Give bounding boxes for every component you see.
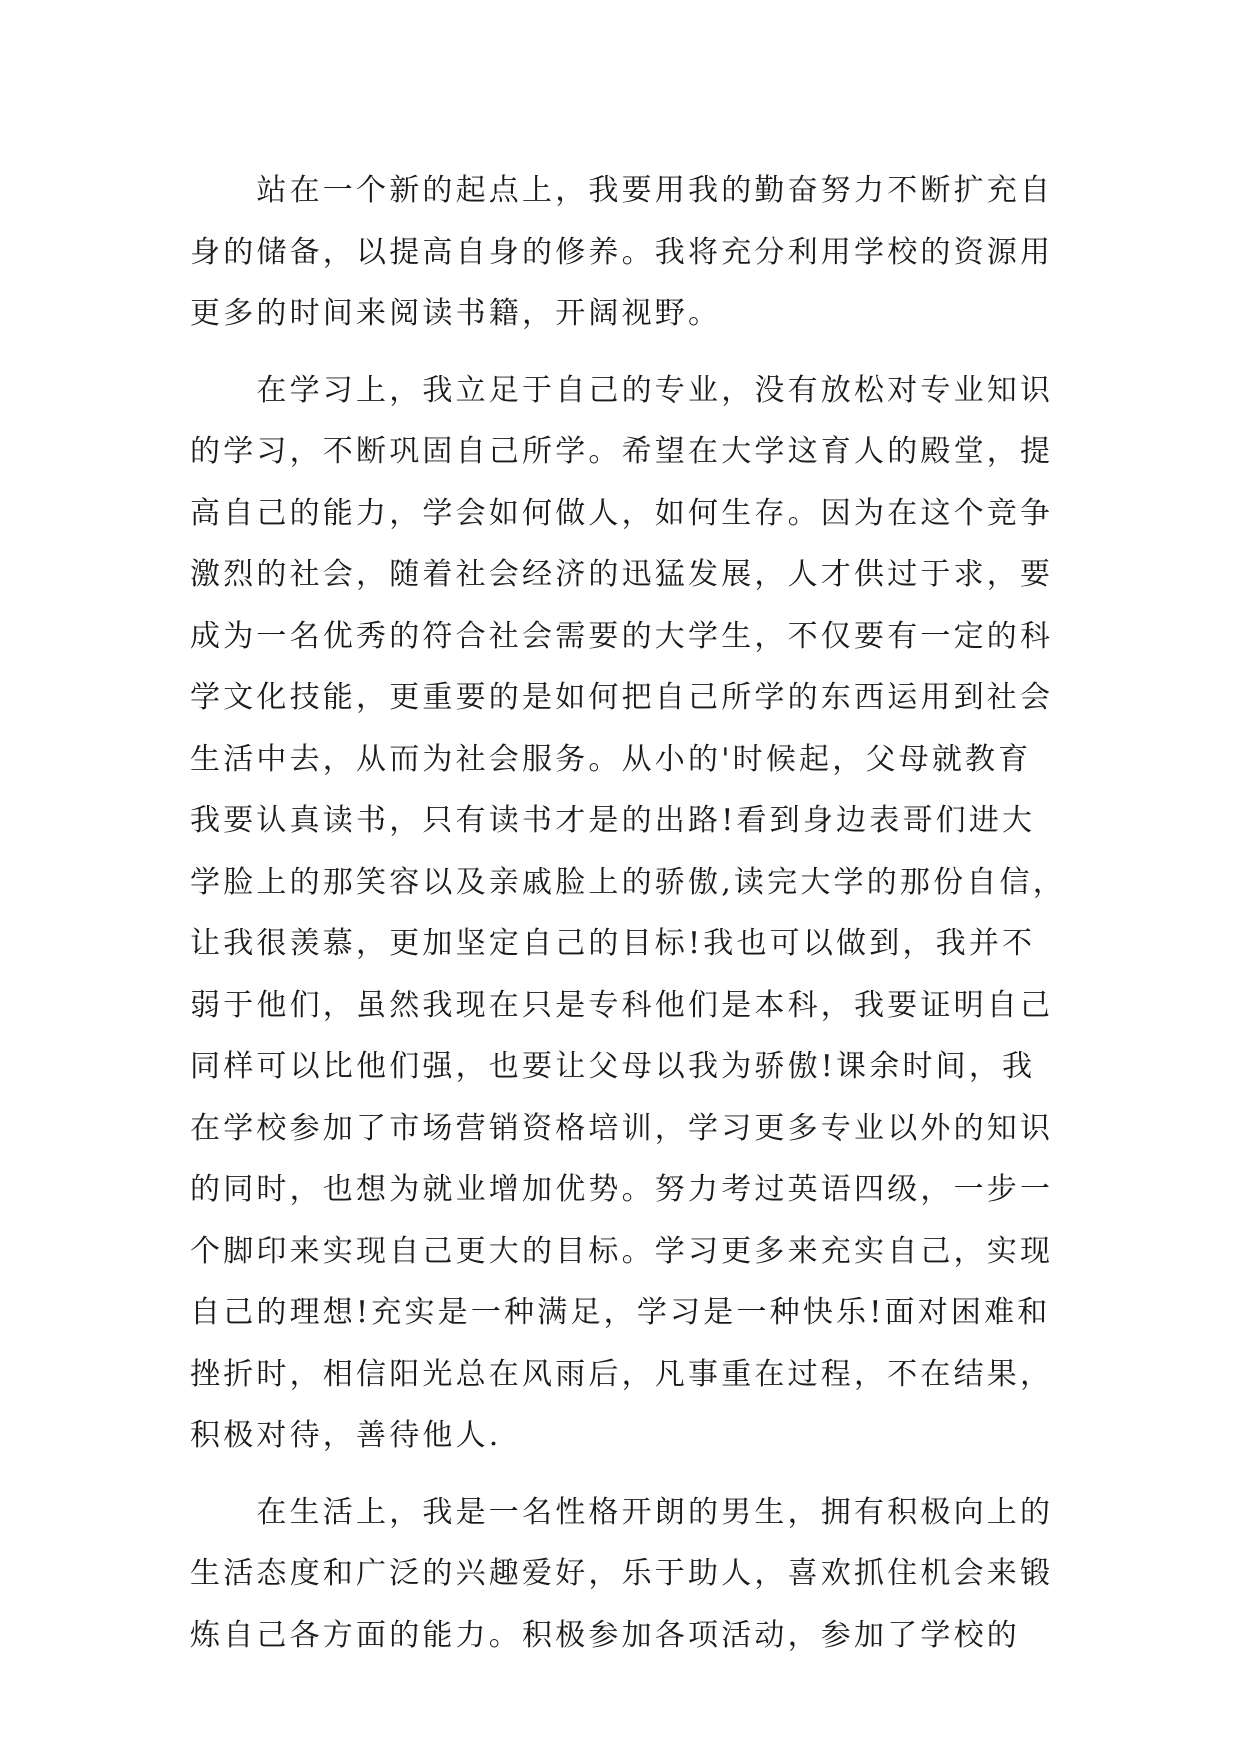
text-line: 让我很羡慕，更加坚定自己的目标!我也可以做到，我并不 [190, 926, 1036, 961]
text-line: 炼自己各方面的能力。积极参加各项活动，参加了学校的 [190, 1617, 1020, 1653]
paragraph-new-starting-point [190, 160, 1054, 345]
text-line: 高自己的能力，学会如何做人，如何生存。因为在这个竞争 [190, 495, 1054, 531]
text-line: 挫折时，相信阳光总在风雨后，凡事重在过程，不在结果， [190, 1356, 1054, 1392]
text-line: 站在一个新的起点上，我要用我的勤奋努力不断扩充自 [190, 173, 1054, 208]
text-line: 激烈的社会，随着社会经济的迅猛发展，人才供过于求，要 [190, 557, 1054, 592]
paragraph-study [190, 360, 1066, 1467]
text-line: 生活中去，从而为社会服务。从小的'时候起，父母就教育 [190, 741, 1032, 777]
text-line: 学脸上的那笑容以及亲戚脸上的骄傲,读完大学的那份自信， [190, 864, 1066, 900]
text-line: 积极对待，善待他人. [190, 1418, 502, 1453]
text-line: 同样可以比他们强，也要让父母以我为骄傲!课余时间，我 [190, 1049, 1036, 1084]
text-line: 的学习，不断巩固自己所学。希望在大学这育人的殿堂，提 [190, 434, 1054, 469]
text-line: 弱于他们，虽然我现在只是专科他们是本科，我要证明自己 [190, 987, 1054, 1023]
body-text [190, 160, 1066, 1666]
text-line: 更多的时间来阅读书籍，开阔视野。 [190, 296, 722, 331]
text-line: 在学习上，我立足于自己的专业，没有放松对专业知识 [190, 372, 1054, 408]
text-line: 的同时，也想为就业增加优势。努力考过英语四级，一步一 [190, 1172, 1054, 1207]
text-line: 在学校参加了市场营销资格培训，学习更多专业以外的知识 [190, 1110, 1054, 1146]
paragraph-life [190, 1482, 1054, 1667]
paragraph-spacer [190, 1467, 1050, 1482]
text-line: 生活态度和广泛的兴趣爱好，乐于助人，喜欢抓住机会来锻 [190, 1556, 1054, 1591]
text-line: 自己的理想!充实是一种满足，学习是一种快乐!面对困难和 [190, 1295, 1051, 1330]
text-line: 在生活上，我是一名性格开朗的男生，拥有积极向上的 [190, 1494, 1054, 1530]
paragraph-spacer [190, 345, 1050, 360]
text-line: 个脚印来实现自己更大的目标。学习更多来充实自己，实现 [190, 1233, 1054, 1269]
text-line: 学文化技能，更重要的是如何把自己所学的东西运用到社会 [190, 680, 1054, 715]
text-line: 身的储备，以提高自身的修养。我将充分利用学校的资源用 [190, 234, 1054, 270]
text-line: 我要认真读书，只有读书才是的出路!看到身边表哥们进大 [190, 803, 1036, 838]
text-line: 成为一名优秀的符合社会需要的大学生，不仅要有一定的科 [190, 618, 1054, 654]
